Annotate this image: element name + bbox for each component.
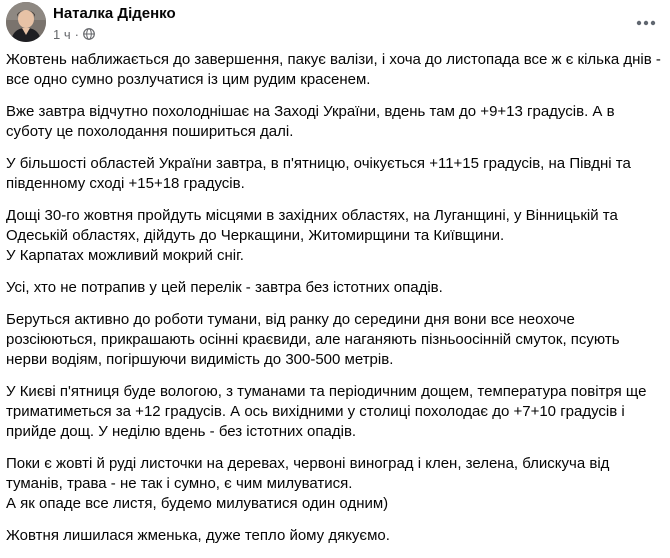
post-paragraph — [6, 382, 661, 442]
post-text-line: нерви водіям, погіршуючи видимість до 300-500 метрів. — [6, 351, 394, 368]
post-text-line: Дощі 30-го жовтня пройдуть місцями в західних областях, на Луганщині, у Вінницькій та — [6, 207, 618, 224]
post-text-line: туманів, трава - не так і сумно, є чим милуватися. — [6, 475, 353, 492]
post-text-line: розсіюються, прикрашають осінні краєвиди, але наганяють пізньоосінній смуток, псують — [6, 331, 620, 348]
post-paragraph — [6, 278, 661, 298]
post-paragraph — [6, 454, 661, 514]
avatar[interactable] — [6, 2, 46, 42]
post-text-line: прийде дощ. У неділю вдень - без істотних опадів. — [6, 423, 357, 440]
post-header — [0, 0, 670, 46]
post-body — [6, 50, 661, 558]
post-text-line: Жовтень наближається до завершення, пакує валізи, і хоча до листопада все ж є кілька днів - — [6, 51, 661, 68]
post-text-line: У Києві п'ятниця буде вологою, з туманами та періодичним дощем, температура повітря ще — [6, 383, 647, 400]
post-paragraph — [6, 50, 661, 90]
post-text-line: А як опаде все листя, будемо милуватися один одним) — [6, 495, 389, 512]
globe-icon — [83, 28, 95, 40]
meta-separator: · — [74, 26, 79, 42]
post-paragraph — [6, 526, 661, 546]
post-paragraph — [6, 206, 661, 266]
post-text-line: все одно сумно розлучатися із цим рудим красенем. — [6, 71, 371, 88]
post-text-line: Жовтня лишилася жменька, дуже тепло йому дякуємо. — [6, 527, 390, 544]
post-text-line: Усі, хто не потрапив у цей перелік - завтра без істотних опадів. — [6, 279, 443, 296]
post-text-line: Вже завтра відчутно похолоднішає на Заході України, вдень там до +9+13 градусів. А в — [6, 103, 615, 120]
post-text-line: Одеській областях, дійдуть до Черкащини, Житомирщини та Київщини. — [6, 227, 505, 244]
author-name[interactable]: Наталка Діденко — [53, 5, 176, 22]
post-text-line: Беруться активно до роботи тумани, від ранку до середини дня вони все неохоче — [6, 311, 575, 328]
more-options-icon — [636, 13, 656, 31]
post-paragraph — [6, 310, 661, 370]
post-timestamp[interactable]: 1 ч — [53, 26, 71, 42]
post-text-line: У більшості областей України завтра, в п'ятницю, очікується +11+15 градусів, на Півдні та — [6, 155, 631, 172]
post-paragraph — [6, 154, 661, 194]
profile-photo — [6, 2, 46, 42]
more-options-button[interactable] — [632, 8, 660, 36]
post-meta — [53, 26, 95, 42]
post-text-line: У Карпатах можливий мокрий сніг. — [6, 247, 244, 264]
post-text-line: південному сході +15+18 градусів. — [6, 175, 245, 192]
post-text-line: суботу це похолодання пошириться далі. — [6, 123, 294, 140]
post-text-line: Поки є жовті й руді листочки на деревах, червоні виноград і клен, зелена, блискуча від — [6, 455, 610, 472]
post-text-line: триматиметься за +12 градусів. А ось вихідними у столиці похолодає до +7+10 градусів і — [6, 403, 625, 420]
post-paragraph — [6, 102, 661, 142]
